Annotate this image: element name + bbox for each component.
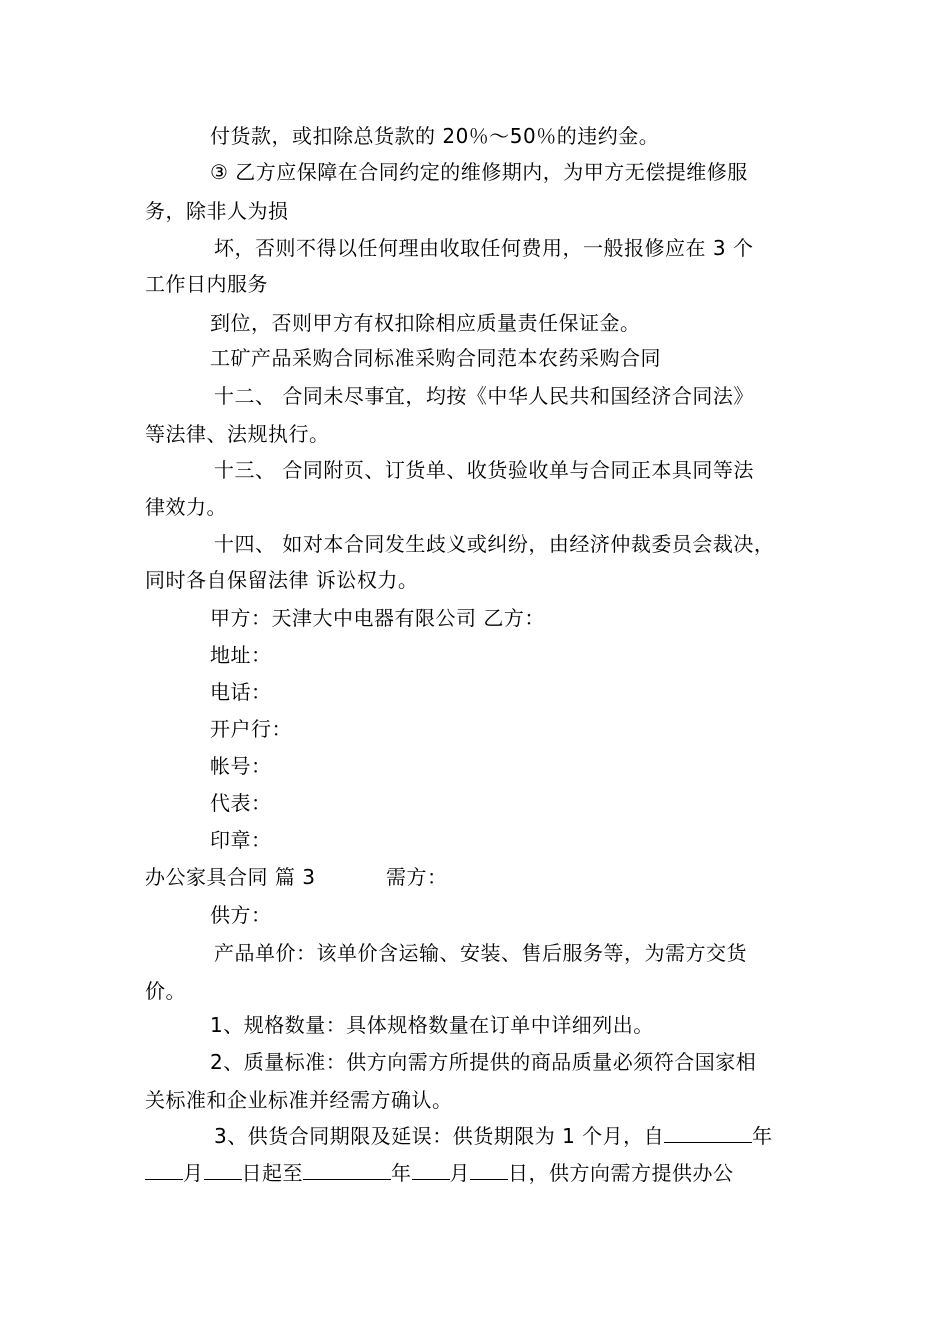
text-line: 律效力。 — [145, 495, 227, 519]
blank-line — [412, 1161, 450, 1180]
text-line: 到位，否则甲方有权扣除相应质量责任保证金。 — [210, 311, 641, 335]
blank-line — [664, 1124, 752, 1143]
text-line: 坏，否则不得以任何理由收取任何费用，一般报修应在 3 个 — [214, 236, 754, 260]
text-line: 务，除非人为损 — [145, 199, 289, 223]
text-line: 产品单价：该单价含运输、安装、售后服务等，为需方交货 — [214, 941, 747, 965]
day-from-label: 日起至 — [241, 1161, 303, 1185]
month-label: 月 — [183, 1161, 204, 1185]
text-line: ③ 乙方应保障在合同约定的维修期内，为甲方无偿提维修服 — [210, 160, 748, 184]
text-line: 印章： — [210, 828, 272, 852]
text-line: 十四、 如对本合同发生歧义或纠纷，由经济仲裁委员会裁决， — [214, 532, 775, 556]
blank-line — [204, 1161, 242, 1180]
supply-term-line — [214, 1124, 773, 1148]
supply-term-line-cont — [145, 1161, 734, 1185]
blank-line — [303, 1161, 391, 1180]
text-line: 价。 — [145, 979, 186, 1003]
text-line: 开户行： — [210, 717, 292, 741]
text-line: 2、质量标准：供方向需方所提供的商品质量必须符合国家相 — [210, 1050, 757, 1074]
blank-line — [145, 1161, 183, 1180]
text-line: 十二、 合同未尽事宜，均按《中华人民共和国经济合同法》 — [214, 384, 754, 408]
text-line: 工矿产品采购合同标准采购合同范本农药采购合同 — [210, 346, 661, 370]
text-line: 关标准和企业标准并经需方确认。 — [145, 1088, 453, 1112]
section-heading: 办公家具合同 篇 3 — [145, 865, 316, 889]
text-line: 同时各自保留法律 诉讼权力。 — [145, 568, 419, 592]
text-line: 十三、 合同附页、订货单、收货验收单与合同正本具同等法 — [214, 458, 754, 482]
supply-term-prefix: 3、供货合同期限及延误：供货期限为 1 个月，自 — [214, 1124, 665, 1148]
text-line: 需方： — [386, 865, 448, 889]
text-line: 1、规格数量：具体规格数量在订单中详细列出。 — [210, 1013, 654, 1037]
year-label: 年 — [391, 1161, 412, 1185]
text-line: 甲方：天津大中电器有限公司 乙方： — [210, 606, 545, 630]
text-line: 供方： — [210, 903, 272, 927]
text-line: 代表： — [210, 791, 272, 815]
text-line: 地址： — [210, 643, 272, 667]
text-line: 帐号： — [210, 754, 272, 778]
text-line: 电话： — [210, 680, 272, 704]
text-line: 等法律、法规执行。 — [145, 422, 330, 446]
text-line: 付货款，或扣除总货款的 20％～50％的违约金。 — [210, 124, 660, 148]
year-label: 年 — [752, 1124, 773, 1148]
text-line: 工作日内服务 — [145, 272, 268, 296]
supply-term-suffix: 日，供方向需方提供办公 — [508, 1161, 734, 1185]
blank-line — [470, 1161, 508, 1180]
month-label: 月 — [449, 1161, 470, 1185]
